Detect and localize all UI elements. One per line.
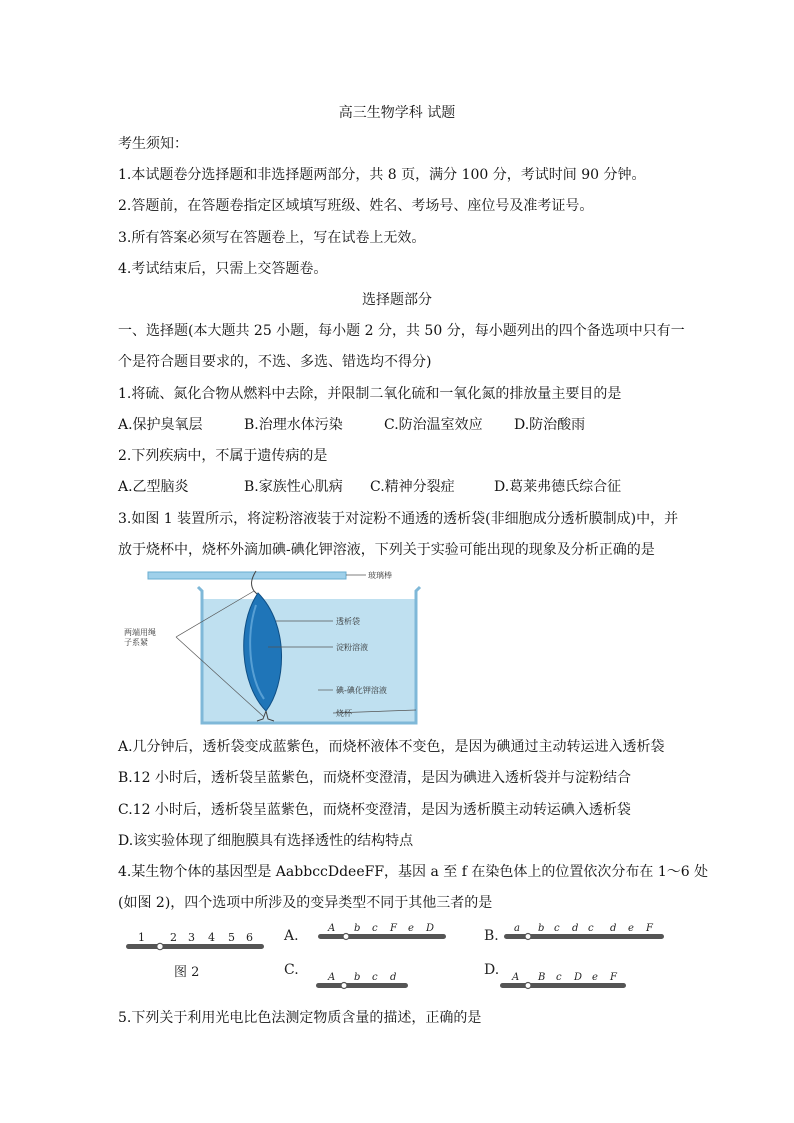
notice-item-3: 3.所有答案必须写在答题卷上，写在试卷上无效。: [118, 230, 426, 246]
figure-2-caption: 图 2: [174, 965, 200, 980]
svg-text:d: d: [610, 923, 617, 934]
q3-stem-line-1: 3.如图 1 装置所示，将淀粉溶液装于对淀粉不通透的透析袋(非细胞成分透析膜制成)中，并: [118, 511, 679, 527]
label-beaker: 烧杯: [336, 709, 352, 718]
q4-option-b-label: B.: [484, 928, 499, 944]
glass-rod: [148, 572, 346, 579]
q1-stem: 1.将硫、氮化合物从燃料中去除，并限制二氧化硫和一氧化氮的排放量主要目的是: [118, 386, 622, 402]
label-iodine-solution: 碘-碘化钾溶液: [336, 686, 387, 695]
q3-stem-line-2: 放于烧杯中，烧杯外滴加碘-碘化钾溶液，下列关于实验可能出现的现象及分析正确的是: [118, 542, 655, 558]
figure-2-chromosomes: [118, 920, 678, 1000]
fig2-pos-2: 2: [170, 931, 177, 944]
q5-stem: 5.下列关于利用光电比色法测定物质含量的描述，正确的是: [118, 1010, 482, 1026]
q3-option-d: D.该实验体现了细胞膜具有选择透性的结构特点: [118, 833, 414, 849]
q1-option-d: D.防治酸雨: [514, 417, 586, 433]
q2-option-d: D.葛莱弗德氏综合征: [494, 479, 622, 495]
q3-option-b: B.12 小时后，透析袋呈蓝紫色，而烧杯变澄清，是因为碘进入透析袋并与淀粉结合: [118, 770, 632, 786]
section-intro-line-1: 一、选择题(本大题共 25 小题，每小题 2 分，共 50 分，每小题列出的四个备选项中只有一: [118, 323, 685, 339]
svg-text:e: e: [408, 923, 414, 934]
svg-text:D: D: [426, 923, 435, 934]
svg-text:B: B: [538, 972, 546, 983]
label-glass-rod: 玻璃棒: [368, 571, 392, 580]
section-intro-line-2: 个是符合题目要求的，不选、多选、错选均不得分): [118, 354, 432, 370]
fig2-chromosome: [126, 944, 264, 949]
fig2-pos-3: 3: [188, 931, 195, 944]
label-starch-solution: 淀粉溶液: [336, 643, 368, 652]
svg-text:d: d: [572, 923, 579, 934]
svg-text:F: F: [390, 923, 397, 934]
svg-text:A: A: [328, 972, 336, 983]
svg-text:d: d: [390, 972, 397, 983]
q4-option-d-chromosome: [500, 983, 626, 988]
q1-option-a: A.保护臭氧层: [118, 417, 203, 433]
svg-text:c: c: [588, 923, 594, 934]
fig2-pos-4: 4: [208, 931, 215, 944]
q3-option-c: C.12 小时后，透析袋呈蓝紫色，而烧杯变澄清，是因为透析膜主动转运碘入透析袋: [118, 802, 631, 818]
svg-text:b: b: [538, 923, 545, 934]
notice-item-1: 1.本试题卷分选择题和非选择题两部分，共 8 页，满分 100 分，考试时间 90 分钟。: [118, 167, 646, 183]
q1-option-b: B.治理水体污染: [244, 417, 343, 433]
notice-item-4: 4.考试结束后，只需上交答题卷。: [118, 261, 328, 277]
svg-text:c: c: [554, 923, 560, 934]
fig2-centromere: [157, 943, 163, 949]
q3-option-a: A.几分钟后，透析袋变成蓝紫色，而烧杯液体不变色，是因为碘通过主动转运进入透析袋: [118, 739, 665, 755]
svg-text:a: a: [514, 923, 520, 934]
q2-stem: 2.下列疾病中，不属于遗传病的是: [118, 448, 328, 464]
svg-text:A: A: [328, 923, 336, 934]
notice-item-2: 2.答题前，在答题卷指定区域填写班级、姓名、考场号、座位号及准考证号。: [118, 198, 594, 214]
fig2-pos-5: 5: [228, 931, 235, 944]
svg-text:b: b: [354, 972, 361, 983]
q4-stem-line-1: 4.某生物个体的基因型是 AabbccDdeeFF，基因 a 至 f 在染色体上的位置依次分布在 1～6 处: [118, 864, 709, 880]
beaker-water: [202, 599, 416, 723]
figure-1-dialysis-setup: [118, 565, 458, 730]
q2-option-b: B.家族性心肌病: [244, 479, 343, 495]
notice-heading: 考生须知：: [118, 136, 188, 152]
fig2-pos-1: 1: [138, 931, 145, 944]
svg-text:e: e: [592, 972, 598, 983]
page-title: 高三生物学科 试题: [338, 105, 456, 121]
q4-option-d-label: D.: [484, 962, 500, 978]
svg-text:F: F: [610, 972, 617, 983]
svg-text:c: c: [556, 972, 562, 983]
section-title: 选择题部分: [362, 292, 432, 308]
svg-text:c: c: [372, 972, 378, 983]
label-dialysis-bag: 透析袋: [336, 617, 360, 626]
svg-text:F: F: [646, 923, 653, 934]
q2-option-c: C.精神分裂症: [370, 479, 455, 495]
svg-text:A: A: [512, 972, 520, 983]
q4-option-a-label: A.: [284, 928, 299, 944]
svg-text:D: D: [574, 972, 583, 983]
svg-text:e: e: [628, 923, 634, 934]
svg-text:b: b: [354, 923, 361, 934]
q2-option-a: A.乙型脑炎: [118, 479, 189, 495]
q1-option-c: C.防治温室效应: [384, 417, 483, 433]
q4-stem-line-2: (如图 2)，四个选项中所涉及的变异类型不同于其他三者的是: [118, 895, 493, 911]
label-rope-line-2: 子系紧: [124, 638, 148, 647]
svg-text:c: c: [372, 923, 378, 934]
label-rope-line-1: 两端用绳: [124, 628, 156, 637]
q4-option-a-chromosome: [318, 934, 446, 939]
fig2-pos-6: 6: [246, 931, 253, 944]
q4-option-c-label: C.: [284, 962, 299, 978]
q4-option-c-chromosome: [316, 983, 408, 988]
